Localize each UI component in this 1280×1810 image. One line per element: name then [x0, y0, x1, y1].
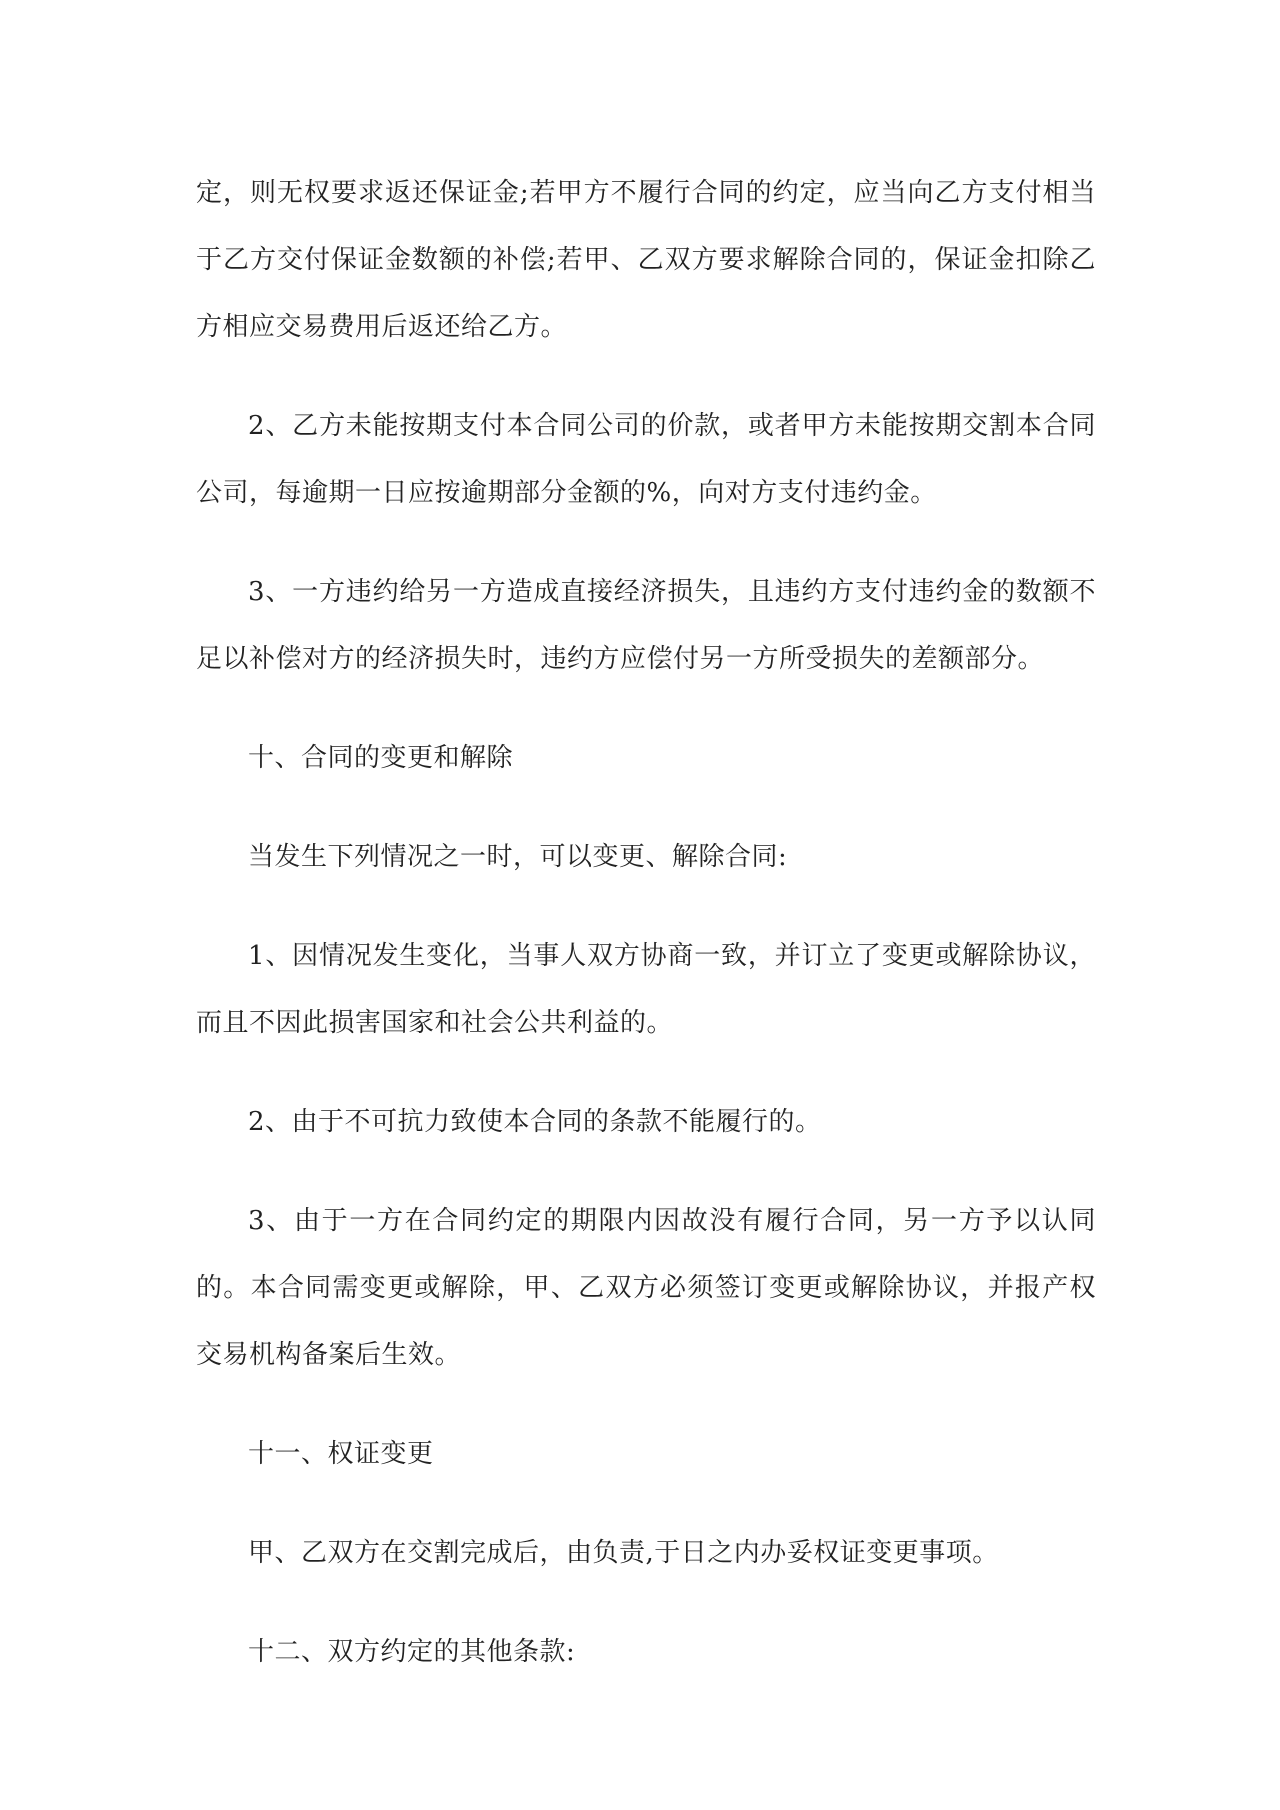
paragraph-late-payment-penalty: 2、乙方未能按期支付本合同公司的价款，或者甲方未能按期交割本合同公司，每逾期一日应按逾期部分金额的%，向对方支付违约金。	[196, 411, 1096, 508]
paragraph-change-conditions-intro: 当发生下列情况之一时，可以变更、解除合同:	[248, 842, 788, 872]
paragraph-guarantee-continuation: 定，则无权要求返还保证金;若甲方不履行合同的约定，应当向乙方支付相当于乙方交付保证金数额的补偿;若甲、乙双方要求解除合同的，保证金扣除乙方相应交易费用后返还给乙方。	[196, 178, 1096, 342]
paragraph-title-change: 甲、乙双方在交割完成后，由负责,于日之内办妥权证变更事项。	[248, 1538, 999, 1568]
paragraph-change-condition-1: 1、因情况发生变化，当事人双方协商一致，并订立了变更或解除协议，而且不因此损害国家和社会公共利益的。	[196, 941, 1096, 1038]
section-heading-contract-change: 十、合同的变更和解除	[248, 743, 514, 773]
document-body	[196, 160, 1096, 1718]
paragraph-change-condition-3: 3、由于一方在合同约定的期限内因故没有履行合同，另一方予以认同的。本合同需变更或解除，甲、乙双方必须签订变更或解除协议，并报产权交易机构备案后生效。	[196, 1206, 1096, 1370]
section-heading-title-change: 十一、权证变更	[248, 1439, 434, 1469]
paragraph-change-condition-2: 2、由于不可抗力致使本合同的条款不能履行的。	[248, 1107, 822, 1137]
paragraph-damage-compensation: 3、一方违约给另一方造成直接经济损失，且违约方支付违约金的数额不足以补偿对方的经济损失时，违约方应偿付另一方所受损失的差额部分。	[196, 577, 1096, 674]
section-heading-other-terms: 十二、双方约定的其他条款:	[248, 1637, 576, 1667]
